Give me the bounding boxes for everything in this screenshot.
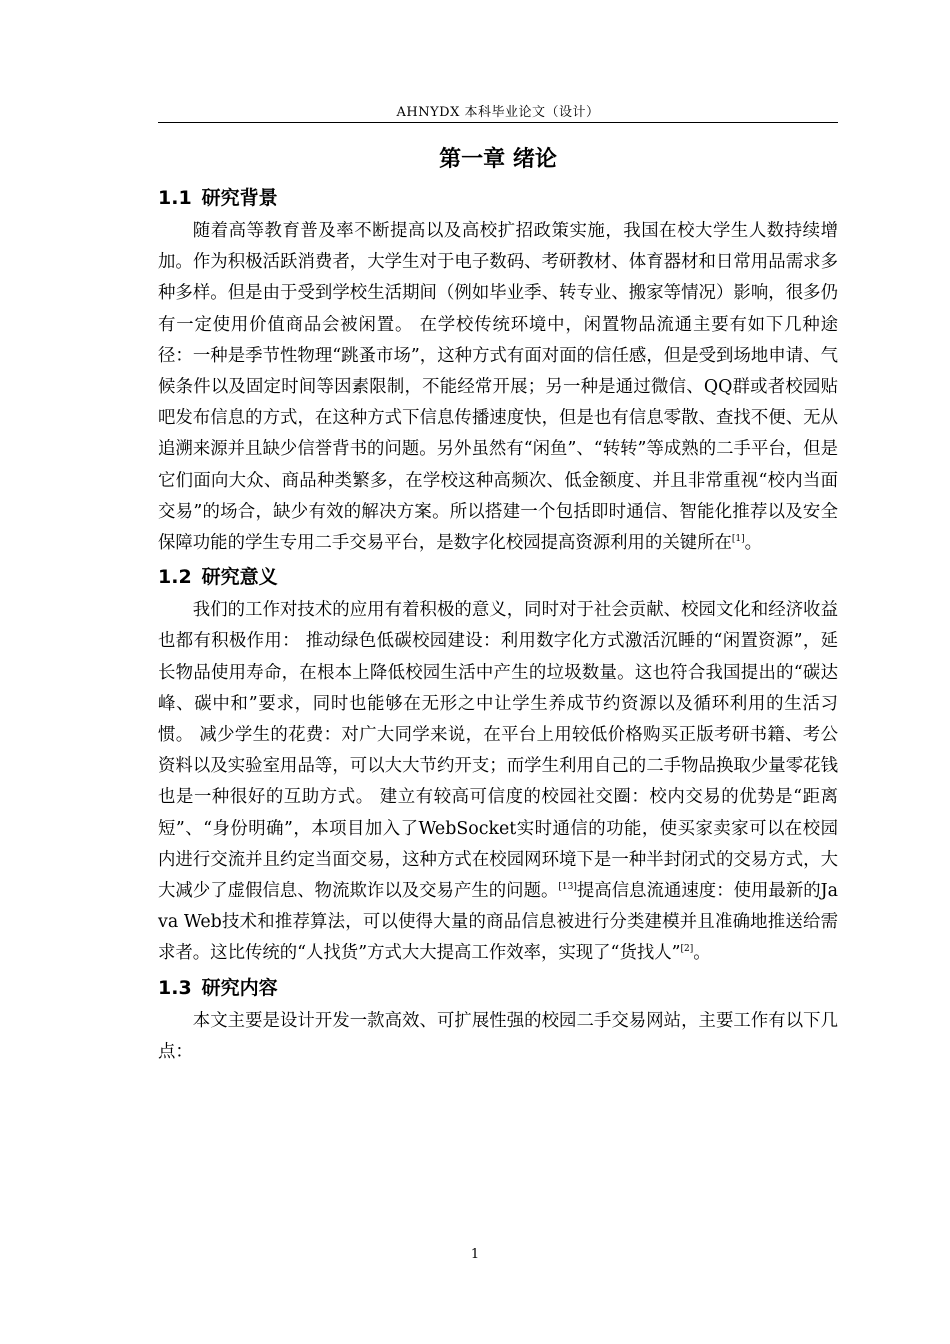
citation: [13] (558, 882, 577, 893)
header-rule (158, 122, 838, 123)
section-heading-1-2 (158, 559, 838, 595)
citation: [1] (731, 534, 745, 545)
section-title: 研究内容 (201, 976, 278, 999)
paragraph-tail: 。 (693, 943, 711, 964)
page-content (158, 140, 838, 1068)
section-paragraph (158, 216, 838, 559)
paragraph-text: 提高信息流通速度：使用最新的Java Web技术和推荐算法，可以使得大量的商品信息被进行分类建模并且准确地推送给需求者。这比传统的“人找货”方式大大提高工作效率，实现了“货找人” (158, 881, 838, 964)
page-number: 1 (470, 1247, 480, 1262)
paragraph-text: 本文主要是设计开发一款高效、可扩展性强的校园二手交易网站，主要工作有以下几点： (158, 1010, 838, 1062)
paragraph-text: 我们的工作对技术的应用有着积极的意义，同时对于社会贡献、校园文化和经济收益也都有积极作用： 推动绿色低碳校园建设：利用数字化方式激活沉睡的“闲置资源”，延长物品使用寿命，在根本上降低校园生活中产生的垃圾数量。这也符合我国提出的“碳达峰、碳中和”要求，同时也能够在无形之中让学生养成节约资源以及循环利用的生活习惯。 减少学生的花费：对广大同学来说，在平台上用较低价格购买正版考研书籍、考公资料以及实验室用品等，可以大大节约开支；而学生利用自己的二手物品换取少量零花钱也是一种很好的互助方式。 建立有较高可信度的校园社交圈：校内交易的优势是“距离短”、“身份明确”，本项目加入了WebSocket实时通信的功能，使买家卖家可以在校园内进行交流并且约定当面交易，这种方式在校园网环境下是一种半封闭式的交易方式，大大减少了虚假信息、物流欺诈以及交易产生的问题。 (158, 600, 838, 902)
section-title: 研究意义 (201, 566, 278, 589)
section-number: 1.3 (158, 976, 192, 999)
chapter-title: 第一章 绪论 (439, 147, 557, 172)
running-header: AHNYDX 本科毕业论文（设计） (396, 105, 600, 120)
citation: [2] (680, 944, 694, 955)
section-number: 1.2 (158, 566, 192, 589)
section-heading-1-1 (158, 180, 838, 216)
paragraph-text: 随着高等教育普及率不断提高以及高校扩招政策实施，我国在校大学生人数持续增加。作为积极活跃消费者，大学生对于电子数码、考研教材、体育器材和日常用品需求多种多样。但是由于受到学校生活期间（例如毕业季、转专业、搬家等情况）影响，很多仍有一定使用价值商品会被闲置。 在学校传统环境中，闲置物品流通主要有如下几种途径：一种是季节性物理“跳蚤市场”，这种方式有面对面的信任感，但是受到场地申请、气候条件以及固定时间等因素限制，不能经常开展；另一种是通过微信、QQ群或者校园贴吧发布信息的方式，在这种方式下信息传播速度快，但是也有信息零散、查找不便、无从追溯来源并且缺少信誉背书的问题。另外虽然有“闲鱼”、“转转”等成熟的二手平台，但是它们面向大众、商品种类繁多，在学校这种高频次、低金额度、并且非常重视“校内当面交易”的场合，缺少有效的解决方案。所以搭建一个包括即时通信、智能化推荐以及安全保障功能的学生专用二手交易平台，是数字化校园提高资源利用的关键所在 (158, 221, 838, 554)
section-title: 研究背景 (201, 187, 278, 209)
section-heading-1-3 (158, 970, 838, 1006)
section-paragraph (158, 1006, 838, 1068)
paragraph-tail: 。 (744, 533, 763, 554)
section-paragraph (158, 595, 838, 969)
section-number: 1.1 (158, 187, 192, 209)
